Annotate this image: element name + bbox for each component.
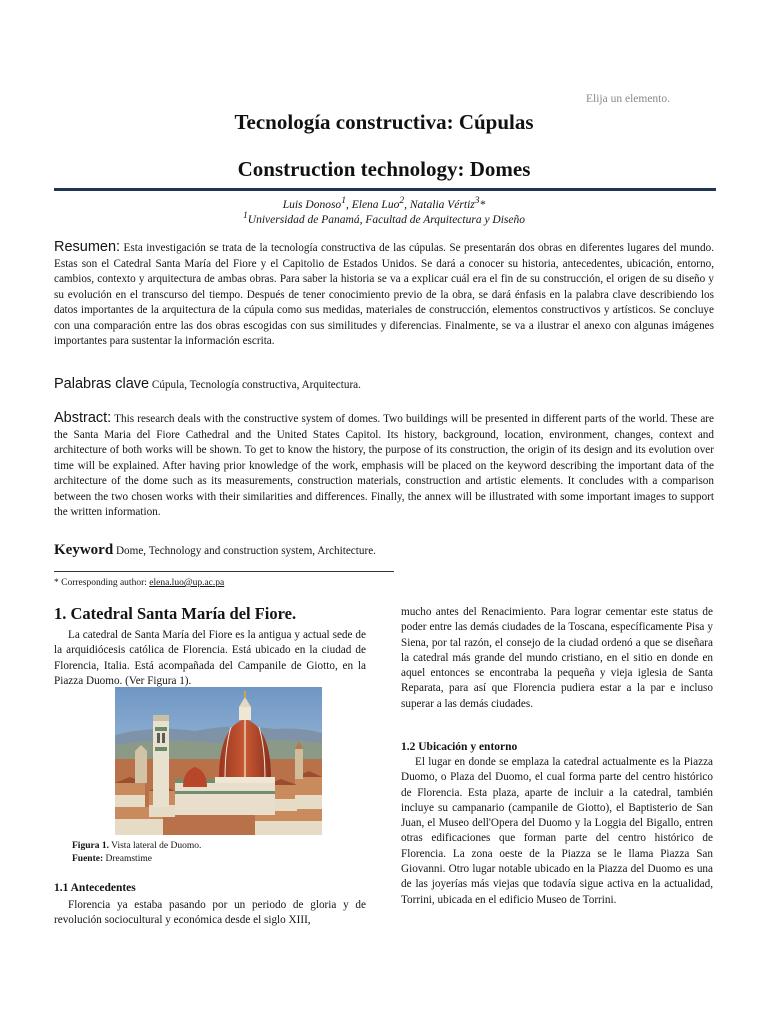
- author-list: Luis Donoso$^1$, Elena Luo$^2$, Natalia Vértiz$^3$*: [282, 195, 486, 211]
- palabras-clave-text: Cúpula, Tecnología constructiva, Arquitectura.: [151, 379, 361, 391]
- keyword-text: Dome, Technology and construction system, Architecture.: [115, 545, 376, 557]
- keyword-paragraph: [54, 543, 714, 560]
- abstract-text: This research deals with the constructive system of domes. Two buildings will be presented in different parts of the world. These are the Santa Maria del Fiore Cathedral and the United States Capitol. Its history, background, location, environment, changes, context and architecture of both works will be shown. To get to know the history, the purpose of its construction, the origin of its design and its evolution over time will be explained. After having prior knowledge of the work, emphasis will be placed on the keyword describing the important data of the architecture of the dome such as its measurements, construction materials, construction and artistic elements. It concludes with a comparison between the two chosen works with their similarities and differences. Finally, the annex will be illustrated with some important images to support the written information.: [54, 413, 714, 518]
- author-sup: 2: [399, 195, 405, 206]
- antecedentes-body: [54, 898, 366, 929]
- figure-caption-line: [72, 840, 201, 853]
- author-star: *: [479, 198, 486, 211]
- choose-element-placeholder[interactable]: Elija un elemento.: [586, 93, 670, 105]
- subsection-heading-ubicacion: 1.2 Ubicación y entorno: [401, 741, 518, 753]
- antecedentes-paragraph: Florencia ya estaba pasando por un periodo de gloria y de revolución sociocultural y económica desde el siglo XIII,: [54, 899, 366, 927]
- resumen-text: Esta investigación se trata de la tecnología constructiva de las cúpulas. Se presentarán dos obras en diferentes lugares del mundo. Estas son el Catedral Santa María del Fiore y el Capitolio de Estados Unidos. Se dará a conocer su historia, antecedentes, ubicación, entorno, cambios, contexto y arquitectura de ambas obras. Para saber la historia se va a explicar cuál era el fin de su construcción, el origen de su diseño y su evolución en el transcurso del tiempo. Después de tener conocimiento previo de la obra, se dará énfasis en la palabra clave describiendo los datos importantes de la arquitectura de la cúpula como sus medidas, materiales de construcción, elementos constructivos y artísticos. Se concluye con una comparación entre las dos obras escogidas con sus similitudes y diferencias. Finalmente, se va a ilustrar el anexo con algunas imágenes importantes para sustentar la información escrita.: [54, 242, 715, 347]
- palabras-clave-paragraph: [54, 377, 714, 394]
- right-column-continuation: [401, 605, 713, 712]
- corresponding-email-link[interactable]: elena.luo@up.ac.pa: [149, 578, 225, 588]
- abstract-label: Abstract:: [54, 410, 112, 426]
- ubicacion-paragraph: El lugar en donde se emplaza la catedral actualmente es la Piazza Duomo, o Plaza del Duomo, el cual forma parte del centro histórico de Florencia. Esta plaza, aparte de incluir a la catedral, también incluye su campanario (campanile de Giotto), el Baptisterio de San Juan, el Museo dell'Opera del Duomo y la Loggia del Bigallo, entren otras edificaciones que forman parte del centro histórico de Florencia. La zona oeste de la Piazza se le llama Piazza San Giovanni. Otro lugar notable ubicado en la Piazza del Duomo es una de las joyerías más viejas que todavía sigue activa en la actualidad, Torrini, ubicada en el edificio Museo de Torrini.: [401, 756, 713, 906]
- affiliation-text: Universidad de Panamá, Facultad de Arquitectura y Diseño: [247, 213, 526, 226]
- resumen-label: Resumen:: [54, 239, 121, 255]
- figure-source-label: Fuente:: [72, 854, 104, 864]
- section-intro: [54, 628, 366, 689]
- corresponding-author: [54, 578, 224, 588]
- duomo-photo: [115, 687, 322, 835]
- affiliation: [0, 210, 768, 226]
- author-sup: 3: [474, 195, 480, 206]
- continuation-paragraph: mucho antes del Renacimiento. Para lograr cementar este status de poder entre las demás ciudades de la Toscana, específicamente Pisa y Siena, por tal razón, el consejo de la ciudad ordenó a que se diseñara la catedral más grande del mundo cristiano, en el sitio en donde en aquel entonces se encontraba la pequeña y vieja iglesia de Santa Reparata, para así que Florencia pudiera estar a la par e incluso superar a las demás ciudades.: [401, 606, 713, 710]
- author-name: Natalia Vértiz: [409, 198, 475, 211]
- abstract-paragraph: [54, 411, 714, 521]
- author-sup: 1: [341, 195, 346, 206]
- figure-label: Figura 1.: [72, 841, 109, 851]
- title-rule: [54, 188, 716, 191]
- title-english: Construction technology: Domes: [237, 157, 531, 181]
- figure-caption: [72, 840, 201, 866]
- footnote-rule: [54, 571, 394, 572]
- title-spanish: Tecnología constructiva: Cúpulas: [234, 110, 534, 134]
- corresponding-label: * Corresponding author:: [54, 578, 147, 588]
- ubicacion-body: [401, 755, 713, 908]
- author-name: Luis Donoso: [282, 198, 342, 211]
- figure-text: Vista lateral de Duomo.: [111, 841, 202, 851]
- subsection-heading-antecedentes: 1.1 Antecedentes: [54, 882, 136, 894]
- affiliation-sup: 1: [242, 210, 248, 221]
- figure-source-line: [72, 853, 201, 866]
- keyword-label: Keyword: [54, 542, 114, 558]
- figure-source: Dreamstime: [105, 854, 152, 864]
- palabras-clave-label: Palabras clave: [54, 376, 150, 392]
- section-heading: 1. Catedral Santa María del Fiore.: [54, 604, 297, 623]
- author-name: Elena Luo: [351, 198, 400, 211]
- resumen-paragraph: [54, 240, 714, 350]
- intro-paragraph: La catedral de Santa María del Fiore es la antigua y actual sede de la arquidiócesis católica de Florencia. Está ubicado en la ciudad de Florencia, Italia. Está acompañada del Campanile de Giotto, en la Piazza Duomo. (Ver Figura 1).: [54, 629, 366, 687]
